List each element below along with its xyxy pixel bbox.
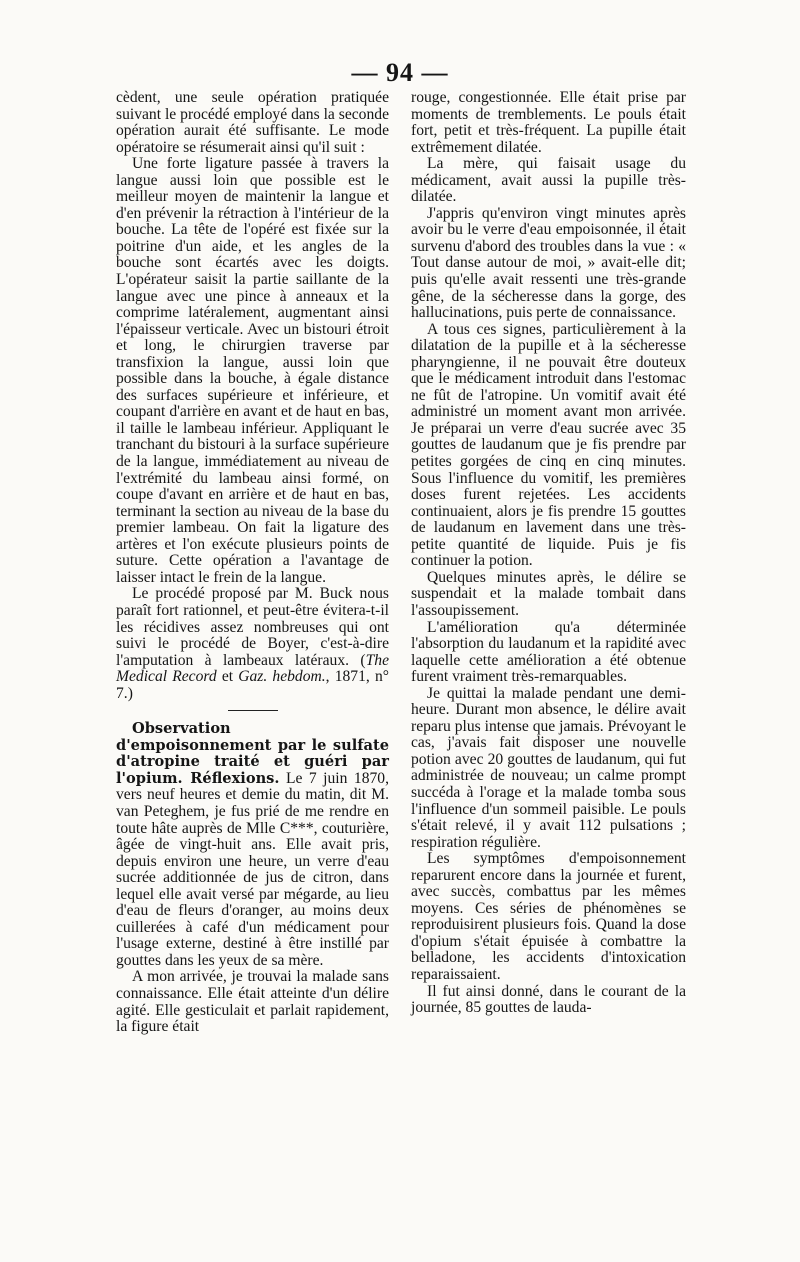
citation-end: , 1871, n° 7.) bbox=[116, 668, 389, 702]
right-paragraph-5: Quelques minutes après, le délire se suspendait et la malade tombait dans l'assoupissement. bbox=[411, 568, 686, 619]
observation-text: Le 7 juin 1870, vers neuf heures et demie du matin, dit M. van Peteghem, je fus prié de me rendre en toute hâte auprès de Mlle C***, couturière, âgée de vingt-huit ans. Elle avait pris, depuis environ une heure, un verre d'eau sucrée additionnée de jus de citron, dans lequel elle avait versé par mégarde, au lieu d'eau de fleurs d'oranger, au moins deux cuillerées à café d'un médicament pour l'usage externe, destiné à être instillé par gouttes dans les yeux de sa mère. bbox=[116, 769, 389, 969]
conjunction-text: et bbox=[216, 668, 239, 686]
page-number: — 94 — bbox=[351, 58, 449, 87]
observation-paragraph bbox=[116, 721, 389, 969]
journal-name-gaz-hebdom: Gaz. hebdom. bbox=[238, 668, 326, 686]
right-paragraph-1: rouge, congestionnée. Elle était prise par moments de tremblements. Le pouls était fort, petit et très-fréquent. La pupille était extrêmement dilatée. bbox=[411, 89, 686, 156]
right-paragraph-3: J'appris qu'environ vingt minutes après avoir bu le verre d'eau empoisonnée, il était survenu d'abord des troubles dans la vue : « Tout danse autour de moi, » avait-elle dit; puis qu'elle avait ressenti une très-grande gêne, de la sécheresse dans la gorge, des hallucinations, puis perte de connaissance. bbox=[411, 204, 686, 322]
left-paragraph-2: Une forte ligature passée à travers la langue aussi loin que possible est le meilleur moyen de maintenir la langue et d'en prévenir la rétraction à l'intérieur de la bouche. La tête de l'opéré est fixée sur la poitrine d'un aide, et les angles de la bouche sont écartés avec les doigts. L'opérateur saisit la partie saillante de la langue avec une pince à anneaux et la comprime latéralement, augmentant ainsi l'épaisseur verticale. Avec un bistouri étroit et long, le chirurgien traverse par transfixion la langue, aussi loin que possible dans la bouche, à égale distance des surfaces supérieure et inférieure, et coupant d'arrière en avant et de haut en bas, il taille le lambeau inférieur. Appliquant le tranchant du bistouri à la surface supérieure de la langue, immédiatement au niveau de l'extrémité du lambeau ainsi formé, on coupe d'avant en arrière et de haut en bas, terminant la section au niveau de la base du premier lambeau. On fait la ligature des artères et l'on exécute plusieurs points de suture. Cette opération a l'avantage de laisser intact le frein de la langue. bbox=[116, 155, 389, 586]
left-paragraph-1: cèdent, une seule opération pratiquée suivant le procédé employé dans la seconde opération aurait été suffisante. Le mode opératoire se résumerait ainsi qu'il suit : bbox=[116, 89, 389, 156]
right-column bbox=[411, 90, 686, 1017]
observation-heading: Observation d'empoisonnement par le sulfate d'atropine traité et guéri par l'opium. Réflexions. bbox=[116, 720, 389, 787]
right-paragraph-6: L'amélioration qu'a déterminée l'absorption du laudanum et la rapidité avec laquelle cette amélioration a été obtenue furent vraiment très-remarquables. bbox=[411, 618, 686, 686]
section-divider bbox=[228, 710, 278, 711]
right-paragraph-9: Il fut ainsi donné, dans le courant de la journée, 85 gouttes de lauda- bbox=[411, 982, 686, 1017]
left-paragraph-3-text: Le procédé proposé par M. Buck nous paraît fort rationnel, et peut-être évitera-t-il les récidives assez nombreuses qui ont suivi le procédé de Boyer, c'est-à-dire l'amputation à lambeaux latéraux. ( bbox=[116, 585, 389, 669]
journal-name-medical-record: The Medical Record bbox=[116, 651, 389, 686]
left-paragraph-3 bbox=[116, 586, 389, 702]
right-paragraph-7: Je quittai la malade pendant une demi-heure. Durant mon absence, le délire avait reparu plus intense que jamais. Prévoyant le cas, j'avais fait disposer une nouvelle potion avec 20 gouttes de laudanum, qui fut administrée de nouveau; un calme prompt succéda à l'orage et la malade tomba sous l'influence d'un sommeil paisible. Le pouls s'était relevé, il y avait 112 pulsations ; respiration régulière. bbox=[411, 684, 686, 851]
right-paragraph-2: La mère, qui faisait usage du médicament, avait aussi la pupille très-dilatée. bbox=[411, 155, 686, 206]
left-paragraph-5: A mon arrivée, je trouvai la malade sans connaissance. Elle était atteinte d'un délire agité. Elle gesticulait et parlait rapidement, la figure était bbox=[116, 968, 389, 1036]
right-paragraph-8: Les symptômes d'empoisonnement reparurent encore dans la journée et furent, avec succès, combattus par les mêmes moyens. Ces séries de phénomènes se reproduisirent plusieurs fois. Quand la dose d'opium s'était épuisée à combattre la belladone, les accidents d'intoxication reparaissaient. bbox=[411, 850, 686, 983]
left-column bbox=[116, 90, 389, 1036]
right-paragraph-4: A tous ces signes, particulièrement à la dilatation de la pupille et à la sécheresse pharyngienne, il ne pouvait être douteux que le médicament introduit dans l'estomac ne fût de l'atropine. Un vomitif avait été administré un moment avant mon arrivée. Je préparai un verre d'eau sucrée avec 35 gouttes de laudanum que je fis prendre par petites gorgées de cinq en cinq minutes. Sous l'influence du vomitif, les premières doses furent rejetées. Les accidents continuaient, alors je fis prendre 15 gouttes de laudanum en lavement dans une très-petite quantité de liquide. Puis je fis continuer la potion. bbox=[411, 320, 686, 570]
